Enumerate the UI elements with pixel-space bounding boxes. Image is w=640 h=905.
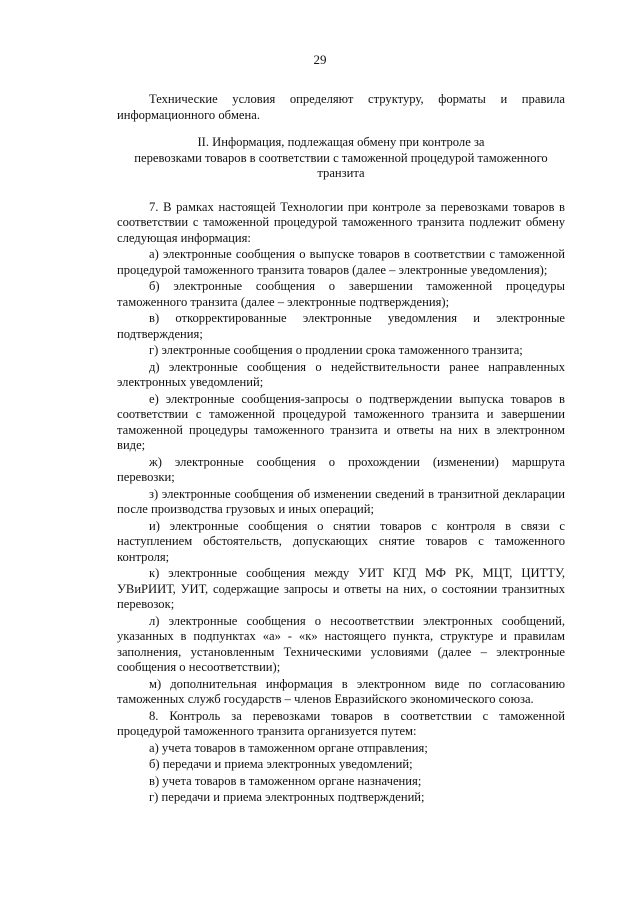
section-heading-line: перевозками товаров в соответствии с таможенной процедурой таможенного xyxy=(134,150,548,165)
section-heading xyxy=(117,135,565,182)
list-item: г) электронные сообщения о продлении срока таможенного транзита; xyxy=(149,343,523,357)
list-item: в) откорректированные электронные уведомления и электронные подтверждения; xyxy=(117,311,565,341)
list-item: з) электронные сообщения об изменении сведений в транзитной декларации после производства грузовых и иных операций; xyxy=(117,486,565,516)
list-item: м) дополнительная информация в электронном виде по согласованию таможенных служб государств – членов Евразийского экономического союза. xyxy=(117,676,565,706)
clause-7-text: 7. В рамках настоящей Технологии при контроле за перевозками товаров в соответствии с таможенной процедурой таможенного транзита подлежит обмену следующая информация: xyxy=(117,199,565,245)
list-item: б) передачи и приема электронных уведомлений; xyxy=(149,757,413,771)
list-item: в) учета товаров в таможенном органе назначения; xyxy=(149,773,422,788)
list-item: и) электронные сообщения о снятии товаров с контроля в связи с наступлением обстоятельств, допускающих снятие товаров с таможенного контроля; xyxy=(117,518,565,564)
clause-8-text: 8. Контроль за перевозками товаров в соответствии с таможенной процедурой таможенного транзита организуется путем: xyxy=(117,708,565,738)
document-body xyxy=(117,92,565,807)
clause-7-list xyxy=(117,247,565,708)
list-item: е) электронные сообщения-запросы о подтверждении выпуска товаров в соответствии с таможенной процедурой таможенного транзита и завершении таможенной процедуры таможенного транзита и ответы на них в электронном виде; xyxy=(117,391,565,452)
list-item: л) электронные сообщения о несоответствии электронных сообщений, указанных в подпунктах «а» - «к» настоящего пункта, структуре и правилам заполнения, установленным Техническими условиями (далее – электронные сообщения о несоответствии); xyxy=(117,613,565,674)
list-item: д) электронные сообщения о недействительности ранее направленных электронных уведомлений; xyxy=(117,359,565,389)
list-item: к) электронные сообщения между УИТ КГД МФ РК, МЦТ, ЦИТТУ, УВиРИИТ, УИТ, содержащие запросы и ответы на них, о состоянии транзитных перевозок; xyxy=(117,566,565,611)
list-item: г) передачи и приема электронных подтверждений; xyxy=(149,790,425,804)
list-item: а) учета товаров в таможенном органе отправления; xyxy=(149,740,428,755)
clause-8-list xyxy=(117,741,565,806)
section-heading-line: транзита xyxy=(317,166,365,180)
intro-paragraph: Технические условия определяют структуру, форматы и правила информационного обмена. xyxy=(117,92,565,122)
section-heading-line: II. Информация, подлежащая обмену при контроле за xyxy=(197,135,485,149)
list-item: а) электронные сообщения о выпуске товаров в соответствии с таможенной процедурой таможенного транзита товаров (далее – электронные уведомления); xyxy=(117,247,565,277)
list-item: б) электронные сообщения о завершении таможенной процедуры таможенного транзита (далее – электронные подтверждения); xyxy=(117,279,565,309)
list-item: ж) электронные сообщения о прохождении (изменении) маршрута перевозки; xyxy=(117,454,565,484)
page-number: 29 xyxy=(313,52,327,67)
